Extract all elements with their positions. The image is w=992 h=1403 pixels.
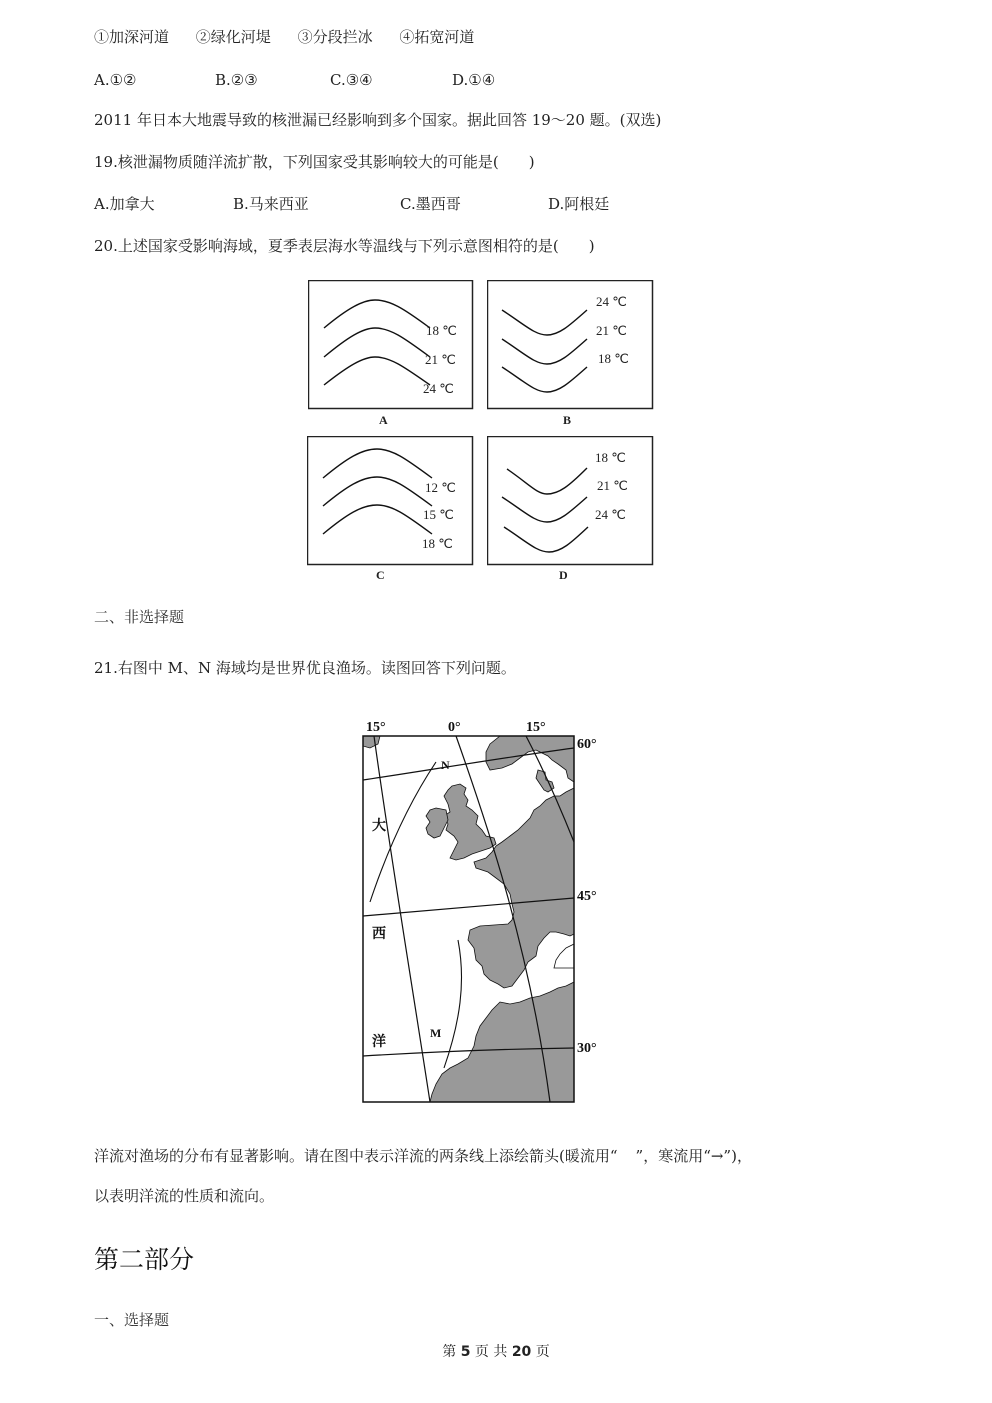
option-d: D.①④ — [452, 71, 496, 89]
panel-label: C — [376, 568, 385, 582]
instruction-text: 洋流对渔场的分布有显著影响。请在图中表示洋流的两条线上添绘箭头(暖流用“ — [94, 1147, 618, 1165]
statement: ④拓宽河道 — [399, 28, 475, 46]
isotherm-label: 24 ℃ — [596, 294, 627, 309]
label-n: N — [441, 758, 450, 772]
total-pages-number: 20 — [511, 1344, 532, 1360]
option-a: A.①② — [94, 71, 137, 89]
lat-label-45: 45° — [577, 889, 597, 904]
panel-label: B — [563, 413, 572, 427]
isotherm-label: 21 ℃ — [596, 323, 627, 338]
statement: ③分段拦冰 — [297, 28, 373, 46]
isotherm-label: 18 ℃ — [595, 450, 626, 465]
isotherm-label: 15 ℃ — [423, 507, 454, 522]
isotherm-panel-d — [487, 436, 654, 582]
statement-row — [94, 27, 474, 47]
intro-19-20: 2011 年日本大地震导致的核泄漏已经影响到多个国家。据此回答 19～20 题。(双选) — [94, 111, 662, 129]
isotherm-panel-c — [307, 436, 474, 582]
ocean-char: 洋 — [372, 1034, 386, 1050]
panel-label: D — [559, 568, 568, 582]
europe-atlantic-map — [340, 712, 620, 1111]
q21-instruction-line2: 以表明洋流的性质和流向。 — [94, 1187, 275, 1205]
lon-label-0: 0° — [448, 720, 461, 735]
lon-label-15e: 15° — [526, 720, 546, 735]
ocean-char: 西 — [372, 926, 386, 942]
statement: ②绿化河堤 — [195, 28, 271, 46]
isotherm-label: 24 ℃ — [423, 381, 454, 396]
q20-stem: 20.上述国家受影响海域，夏季表层海水等温线与下列示意图相符的是( ) — [94, 237, 595, 255]
option-b: B.②③ — [215, 71, 258, 89]
instruction-text: ”，寒流用“→”)， — [635, 1147, 752, 1165]
isotherm-panel-b — [487, 280, 654, 427]
statement: ①加深河道 — [94, 28, 170, 46]
footer-text: 页 共 — [474, 1344, 508, 1360]
page-footer — [0, 1341, 992, 1361]
footer-text: 页 — [535, 1344, 550, 1360]
option-c: C.③④ — [330, 71, 373, 89]
q21-instruction-line1 — [94, 1146, 752, 1166]
isotherm-label: 18 ℃ — [422, 536, 453, 551]
lat-label-60: 60° — [577, 737, 597, 752]
isotherm-label: 18 ℃ — [598, 351, 629, 366]
label-m: M — [430, 1026, 442, 1040]
q19-option-b: B.马来西亚 — [233, 195, 309, 213]
panel-d-figure — [487, 436, 654, 566]
section-nonchoice-heading: 二、非选择题 — [94, 608, 185, 626]
q19-stem: 19.核泄漏物质随洋流扩散，下列国家受其影响较大的可能是( ) — [94, 153, 535, 171]
lat-label-30: 30° — [577, 1041, 597, 1056]
ocean-char: 大 — [372, 818, 386, 834]
panel-b-figure — [487, 280, 654, 410]
current-page-number: 5 — [460, 1344, 471, 1360]
isotherm-panel-a — [308, 280, 474, 427]
part-two-title: 第二部分 — [94, 1245, 195, 1274]
footer-text: 第 — [442, 1344, 457, 1360]
panel-label: A — [379, 413, 388, 427]
q21-stem: 21.右图中 M、N 海域均是世界优良渔场。读图回答下列问题。 — [94, 659, 516, 677]
isotherm-label: 24 ℃ — [595, 507, 626, 522]
isotherm-label: 21 ℃ — [597, 478, 628, 493]
q19-option-c: C.墨西哥 — [400, 195, 461, 213]
isotherm-label: 12 ℃ — [425, 480, 456, 495]
isotherm-label: 18 ℃ — [426, 323, 457, 338]
isotherm-label: 21 ℃ — [425, 352, 456, 367]
map-figure — [340, 712, 620, 1107]
q19-option-a: A.加拿大 — [94, 195, 155, 213]
q19-option-d: D.阿根廷 — [548, 195, 610, 213]
section-choice-heading: 一、选择题 — [94, 1311, 170, 1329]
lon-label-15w: 15° — [366, 720, 386, 735]
